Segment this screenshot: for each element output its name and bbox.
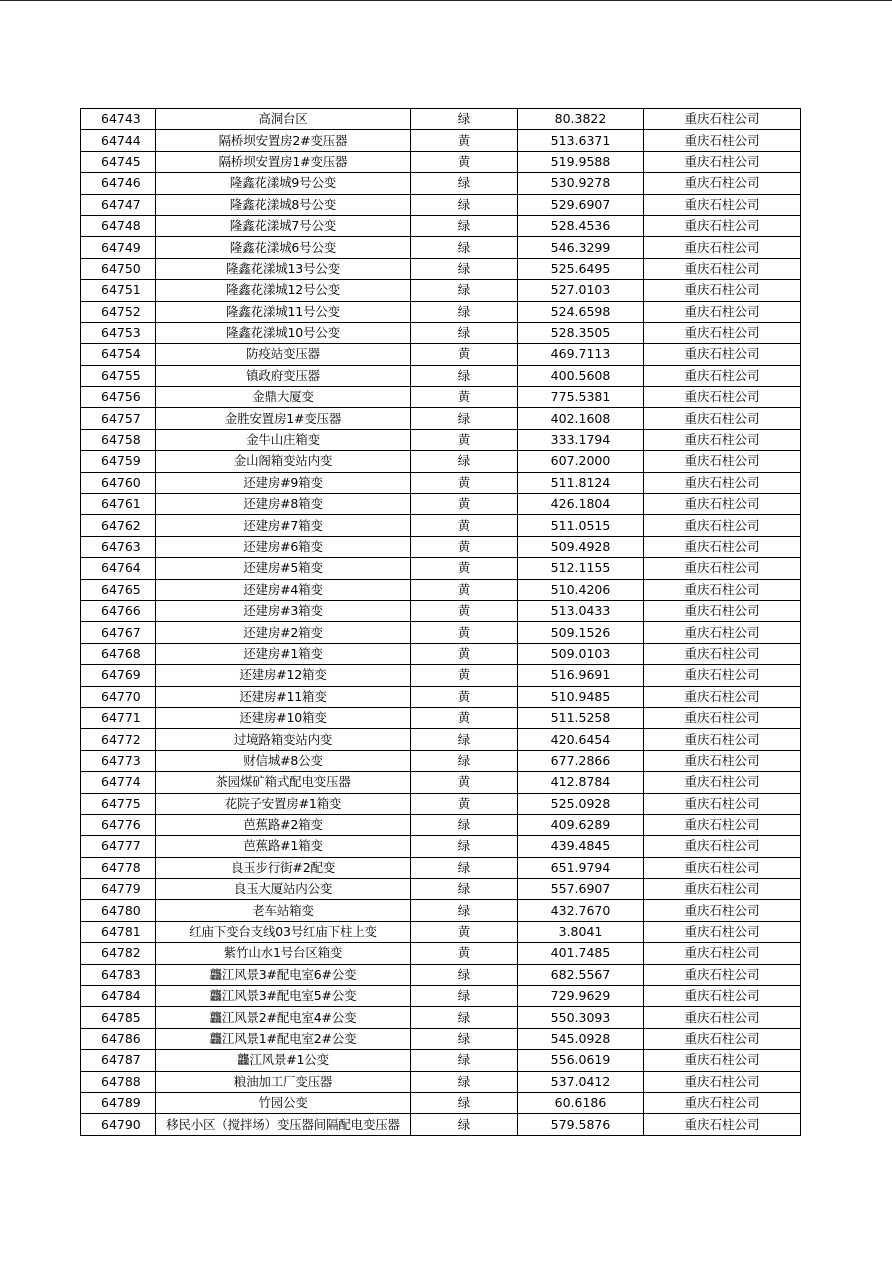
row-name-cell: 还建房#9箱变 [156,472,411,493]
table-row [81,857,801,878]
row-status-cell: 黄 [411,472,518,493]
row-id-cell: 64759 [81,451,156,472]
row-status-cell: 绿 [411,109,518,130]
row-id-cell: 64777 [81,836,156,857]
table-row [81,322,801,343]
row-status-cell: 黄 [411,151,518,172]
row-value-cell: 333.1794 [518,429,644,450]
row-value-cell: 537.0412 [518,1071,644,1092]
table-row [81,472,801,493]
table-row [81,836,801,857]
row-company-cell: 重庆石柱公司 [644,109,801,130]
row-company-cell: 重庆石柱公司 [644,579,801,600]
row-company-cell: 重庆石柱公司 [644,622,801,643]
table-row [81,665,801,686]
row-value-cell: 546.3299 [518,237,644,258]
row-status-cell: 绿 [411,1071,518,1092]
row-name-cell: 隔桥坝安置房2#变压器 [156,130,411,151]
table-row [81,921,801,942]
row-name-cell: 茶园煤矿箱式配电变压器 [156,772,411,793]
table-row [81,1114,801,1135]
table-row [81,600,801,621]
row-status-cell: 黄 [411,344,518,365]
row-company-cell: 重庆石柱公司 [644,1050,801,1071]
row-value-cell: 651.9794 [518,857,644,878]
row-company-cell: 重庆石柱公司 [644,943,801,964]
row-id-cell: 64745 [81,151,156,172]
row-company-cell: 重庆石柱公司 [644,429,801,450]
row-company-cell: 重庆石柱公司 [644,814,801,835]
row-name-cell: 还建房#8箱变 [156,494,411,515]
row-company-cell: 重庆石柱公司 [644,750,801,771]
row-id-cell: 64754 [81,344,156,365]
row-status-cell: 黄 [411,665,518,686]
table-row [81,772,801,793]
row-name-cell: 还建房#7箱变 [156,515,411,536]
row-id-cell: 64762 [81,515,156,536]
row-value-cell: 512.1155 [518,558,644,579]
row-value-cell: 682.5567 [518,964,644,985]
table-row [81,943,801,964]
table-row [81,900,801,921]
row-company-cell: 重庆石柱公司 [644,772,801,793]
row-status-cell: 黄 [411,643,518,664]
table-row [81,280,801,301]
row-company-cell: 重庆石柱公司 [644,344,801,365]
row-status-cell: 绿 [411,814,518,835]
table-row [81,750,801,771]
transformer-table [80,108,801,1136]
row-status-cell: 黄 [411,387,518,408]
table-row [81,1071,801,1092]
row-name-cell: 金牛山庄箱变 [156,429,411,450]
row-id-cell: 64773 [81,750,156,771]
row-name-cell: 隆鑫花漾城10号公变 [156,322,411,343]
row-id-cell: 64747 [81,194,156,215]
row-status-cell: 黄 [411,494,518,515]
row-name-cell: 还建房#11箱变 [156,686,411,707]
row-status-cell: 黄 [411,536,518,557]
row-company-cell: 重庆石柱公司 [644,258,801,279]
row-value-cell: 420.6454 [518,729,644,750]
table-row [81,964,801,985]
row-name-cell: 还建房#12箱变 [156,665,411,686]
table-row [81,643,801,664]
row-value-cell: 510.9485 [518,686,644,707]
row-name-cell: 还建房#5箱变 [156,558,411,579]
row-id-cell: 64787 [81,1050,156,1071]
row-status-cell: 绿 [411,1050,518,1071]
row-name-cell: 竹园公变 [156,1092,411,1113]
row-status-cell: 黄 [411,793,518,814]
row-status-cell: 黄 [411,429,518,450]
table-row [81,622,801,643]
row-value-cell: 579.5876 [518,1114,644,1135]
row-status-cell: 绿 [411,258,518,279]
row-company-cell: 重庆石柱公司 [644,280,801,301]
row-id-cell: 64746 [81,173,156,194]
row-status-cell: 绿 [411,408,518,429]
row-company-cell: 重庆石柱公司 [644,921,801,942]
row-company-cell: 重庆石柱公司 [644,836,801,857]
table-row [81,237,801,258]
row-company-cell: 重庆石柱公司 [644,879,801,900]
table-row [81,986,801,1007]
row-name-cell: 隆鑫花漾城12号公变 [156,280,411,301]
row-value-cell: 432.7670 [518,900,644,921]
table-row [81,109,801,130]
row-company-cell: 重庆石柱公司 [644,686,801,707]
row-id-cell: 64782 [81,943,156,964]
table-row [81,215,801,236]
row-name-cell: 高洞台区 [156,109,411,130]
row-id-cell: 64785 [81,1007,156,1028]
table-row [81,451,801,472]
row-id-cell: 64751 [81,280,156,301]
row-name-cell: 过境路箱变站内变 [156,729,411,750]
row-status-cell: 绿 [411,194,518,215]
row-status-cell: 绿 [411,986,518,1007]
row-status-cell: 绿 [411,964,518,985]
row-id-cell: 64752 [81,301,156,322]
top-border-line [0,0,892,1]
row-company-cell: 重庆石柱公司 [644,472,801,493]
row-status-cell: 绿 [411,301,518,322]
row-value-cell: 409.6289 [518,814,644,835]
row-name-cell: 金胜安置房1#变压器 [156,408,411,429]
row-company-cell: 重庆石柱公司 [644,665,801,686]
row-value-cell: 775.5381 [518,387,644,408]
row-id-cell: 64744 [81,130,156,151]
table-row [81,814,801,835]
row-name-cell: 移民小区（搅拌场）变压器间隔配电变压器 [156,1114,411,1135]
row-value-cell: 60.6186 [518,1092,644,1113]
table-row [81,707,801,728]
row-value-cell: 607.2000 [518,451,644,472]
row-company-cell: 重庆石柱公司 [644,1028,801,1049]
table-row [81,344,801,365]
row-name-cell: 隆鑫花漾城11号公变 [156,301,411,322]
table-row [81,579,801,600]
row-company-cell: 重庆石柱公司 [644,365,801,386]
row-id-cell: 64756 [81,387,156,408]
row-company-cell: 重庆石柱公司 [644,964,801,985]
row-company-cell: 重庆石柱公司 [644,322,801,343]
row-status-cell: 黄 [411,600,518,621]
row-id-cell: 64788 [81,1071,156,1092]
row-value-cell: 677.2866 [518,750,644,771]
row-status-cell: 黄 [411,579,518,600]
row-value-cell: 513.0433 [518,600,644,621]
row-status-cell: 黄 [411,558,518,579]
table-row [81,1007,801,1028]
row-status-cell: 绿 [411,1028,518,1049]
row-status-cell: 绿 [411,280,518,301]
row-name-cell: 金鼎大厦变 [156,387,411,408]
row-id-cell: 64786 [81,1028,156,1049]
row-name-cell: 隆鑫花漾城13号公变 [156,258,411,279]
row-name-cell: 龘江风景#1公变 [156,1050,411,1071]
row-company-cell: 重庆石柱公司 [644,387,801,408]
row-id-cell: 64783 [81,964,156,985]
row-company-cell: 重庆石柱公司 [644,793,801,814]
row-id-cell: 64784 [81,986,156,1007]
row-id-cell: 64767 [81,622,156,643]
row-name-cell: 良玉大厦站内公变 [156,879,411,900]
table-row [81,879,801,900]
row-value-cell: 527.0103 [518,280,644,301]
row-id-cell: 64748 [81,215,156,236]
row-company-cell: 重庆石柱公司 [644,1007,801,1028]
row-id-cell: 64761 [81,494,156,515]
table-row [81,365,801,386]
row-status-cell: 绿 [411,451,518,472]
row-name-cell: 还建房#3箱变 [156,600,411,621]
row-status-cell: 绿 [411,322,518,343]
row-name-cell: 还建房#2箱变 [156,622,411,643]
table-row [81,1050,801,1071]
row-value-cell: 401.7485 [518,943,644,964]
row-status-cell: 绿 [411,173,518,194]
row-name-cell: 隔桥坝安置房1#变压器 [156,151,411,172]
row-company-cell: 重庆石柱公司 [644,130,801,151]
row-status-cell: 黄 [411,921,518,942]
table-row [81,408,801,429]
row-company-cell: 重庆石柱公司 [644,515,801,536]
row-id-cell: 64771 [81,707,156,728]
row-id-cell: 64775 [81,793,156,814]
row-status-cell: 绿 [411,729,518,750]
table-row [81,515,801,536]
row-status-cell: 绿 [411,365,518,386]
row-id-cell: 64764 [81,558,156,579]
row-value-cell: 556.0619 [518,1050,644,1071]
row-value-cell: 516.9691 [518,665,644,686]
row-value-cell: 511.5258 [518,707,644,728]
row-value-cell: 511.0515 [518,515,644,536]
row-name-cell: 还建房#10箱变 [156,707,411,728]
table-row [81,1028,801,1049]
row-company-cell: 重庆石柱公司 [644,1114,801,1135]
row-status-cell: 绿 [411,857,518,878]
table-row [81,130,801,151]
row-id-cell: 64766 [81,600,156,621]
row-value-cell: 439.4845 [518,836,644,857]
row-id-cell: 64763 [81,536,156,557]
row-name-cell: 镇政府变压器 [156,365,411,386]
row-name-cell: 龘江风景3#配电室6#公变 [156,964,411,985]
row-name-cell: 还建房#4箱变 [156,579,411,600]
row-name-cell: 红庙下变台支线03号红庙下柱上变 [156,921,411,942]
row-id-cell: 64765 [81,579,156,600]
row-company-cell: 重庆石柱公司 [644,536,801,557]
row-id-cell: 64743 [81,109,156,130]
row-value-cell: 511.8124 [518,472,644,493]
row-id-cell: 64779 [81,879,156,900]
row-company-cell: 重庆石柱公司 [644,643,801,664]
row-status-cell: 绿 [411,1007,518,1028]
row-status-cell: 黄 [411,707,518,728]
table-row [81,536,801,557]
row-company-cell: 重庆石柱公司 [644,237,801,258]
row-company-cell: 重庆石柱公司 [644,857,801,878]
row-value-cell: 525.0928 [518,793,644,814]
row-status-cell: 绿 [411,900,518,921]
table-row [81,1092,801,1113]
row-id-cell: 64776 [81,814,156,835]
row-name-cell: 龘江风景3#配电室5#公变 [156,986,411,1007]
row-id-cell: 64758 [81,429,156,450]
row-value-cell: 509.1526 [518,622,644,643]
row-id-cell: 64774 [81,772,156,793]
row-name-cell: 芭蕉路#1箱变 [156,836,411,857]
row-value-cell: 529.6907 [518,194,644,215]
row-value-cell: 510.4206 [518,579,644,600]
row-company-cell: 重庆石柱公司 [644,600,801,621]
row-status-cell: 黄 [411,515,518,536]
row-status-cell: 黄 [411,622,518,643]
row-name-cell: 芭蕉路#2箱变 [156,814,411,835]
row-id-cell: 64789 [81,1092,156,1113]
row-status-cell: 绿 [411,237,518,258]
table-row [81,151,801,172]
row-value-cell: 412.8784 [518,772,644,793]
row-id-cell: 64780 [81,900,156,921]
row-name-cell: 老车站箱变 [156,900,411,921]
row-id-cell: 64749 [81,237,156,258]
row-name-cell: 金山阁箱变站内变 [156,451,411,472]
row-name-cell: 隆鑫花漾城7号公变 [156,215,411,236]
table-row [81,429,801,450]
row-value-cell: 402.1608 [518,408,644,429]
row-value-cell: 550.3093 [518,1007,644,1028]
row-id-cell: 64770 [81,686,156,707]
row-value-cell: 530.9278 [518,173,644,194]
row-name-cell: 粮油加工厂变压器 [156,1071,411,1092]
row-name-cell: 良玉步行街#2配变 [156,857,411,878]
table-row [81,729,801,750]
row-status-cell: 黄 [411,130,518,151]
row-value-cell: 729.9629 [518,986,644,1007]
row-status-cell: 黄 [411,772,518,793]
table-body [81,109,801,1136]
row-id-cell: 64778 [81,857,156,878]
row-name-cell: 财信城#8公变 [156,750,411,771]
row-company-cell: 重庆石柱公司 [644,451,801,472]
row-value-cell: 469.7113 [518,344,644,365]
row-name-cell: 隆鑫花漾城9号公变 [156,173,411,194]
row-company-cell: 重庆石柱公司 [644,494,801,515]
row-company-cell: 重庆石柱公司 [644,707,801,728]
row-company-cell: 重庆石柱公司 [644,173,801,194]
row-value-cell: 557.6907 [518,879,644,900]
row-value-cell: 528.3505 [518,322,644,343]
row-status-cell: 绿 [411,1114,518,1135]
row-value-cell: 528.4536 [518,215,644,236]
row-company-cell: 重庆石柱公司 [644,301,801,322]
row-value-cell: 524.6598 [518,301,644,322]
table-row [81,387,801,408]
row-name-cell: 隆鑫花漾城8号公变 [156,194,411,215]
row-status-cell: 绿 [411,879,518,900]
row-name-cell: 防疫站变压器 [156,344,411,365]
row-id-cell: 64769 [81,665,156,686]
row-value-cell: 509.4928 [518,536,644,557]
row-id-cell: 64768 [81,643,156,664]
row-name-cell: 龘江风景1#配电室2#公变 [156,1028,411,1049]
row-name-cell: 紫竹山水1号台区箱变 [156,943,411,964]
row-id-cell: 64772 [81,729,156,750]
row-company-cell: 重庆石柱公司 [644,194,801,215]
row-company-cell: 重庆石柱公司 [644,558,801,579]
row-id-cell: 64755 [81,365,156,386]
row-id-cell: 64781 [81,921,156,942]
row-company-cell: 重庆石柱公司 [644,986,801,1007]
row-value-cell: 3.8041 [518,921,644,942]
row-status-cell: 黄 [411,943,518,964]
row-value-cell: 513.6371 [518,130,644,151]
table-row [81,194,801,215]
row-id-cell: 64757 [81,408,156,429]
row-company-cell: 重庆石柱公司 [644,900,801,921]
row-value-cell: 400.5608 [518,365,644,386]
row-id-cell: 64753 [81,322,156,343]
row-value-cell: 519.9588 [518,151,644,172]
row-company-cell: 重庆石柱公司 [644,729,801,750]
row-name-cell: 花院子安置房#1箱变 [156,793,411,814]
row-company-cell: 重庆石柱公司 [644,151,801,172]
row-status-cell: 绿 [411,750,518,771]
table-row [81,173,801,194]
row-id-cell: 64750 [81,258,156,279]
row-status-cell: 绿 [411,1092,518,1113]
row-name-cell: 龘江风景2#配电室4#公变 [156,1007,411,1028]
table-row [81,686,801,707]
table-row [81,258,801,279]
table-row [81,793,801,814]
row-value-cell: 545.0928 [518,1028,644,1049]
row-company-cell: 重庆石柱公司 [644,215,801,236]
row-status-cell: 黄 [411,686,518,707]
row-name-cell: 还建房#1箱变 [156,643,411,664]
row-id-cell: 64790 [81,1114,156,1135]
row-company-cell: 重庆石柱公司 [644,408,801,429]
row-value-cell: 80.3822 [518,109,644,130]
row-value-cell: 426.1804 [518,494,644,515]
row-name-cell: 隆鑫花漾城6号公变 [156,237,411,258]
row-value-cell: 509.0103 [518,643,644,664]
table-row [81,494,801,515]
table-row [81,301,801,322]
row-id-cell: 64760 [81,472,156,493]
table-row [81,558,801,579]
row-company-cell: 重庆石柱公司 [644,1092,801,1113]
row-name-cell: 还建房#6箱变 [156,536,411,557]
row-status-cell: 绿 [411,836,518,857]
row-status-cell: 绿 [411,215,518,236]
row-value-cell: 525.6495 [518,258,644,279]
row-company-cell: 重庆石柱公司 [644,1071,801,1092]
